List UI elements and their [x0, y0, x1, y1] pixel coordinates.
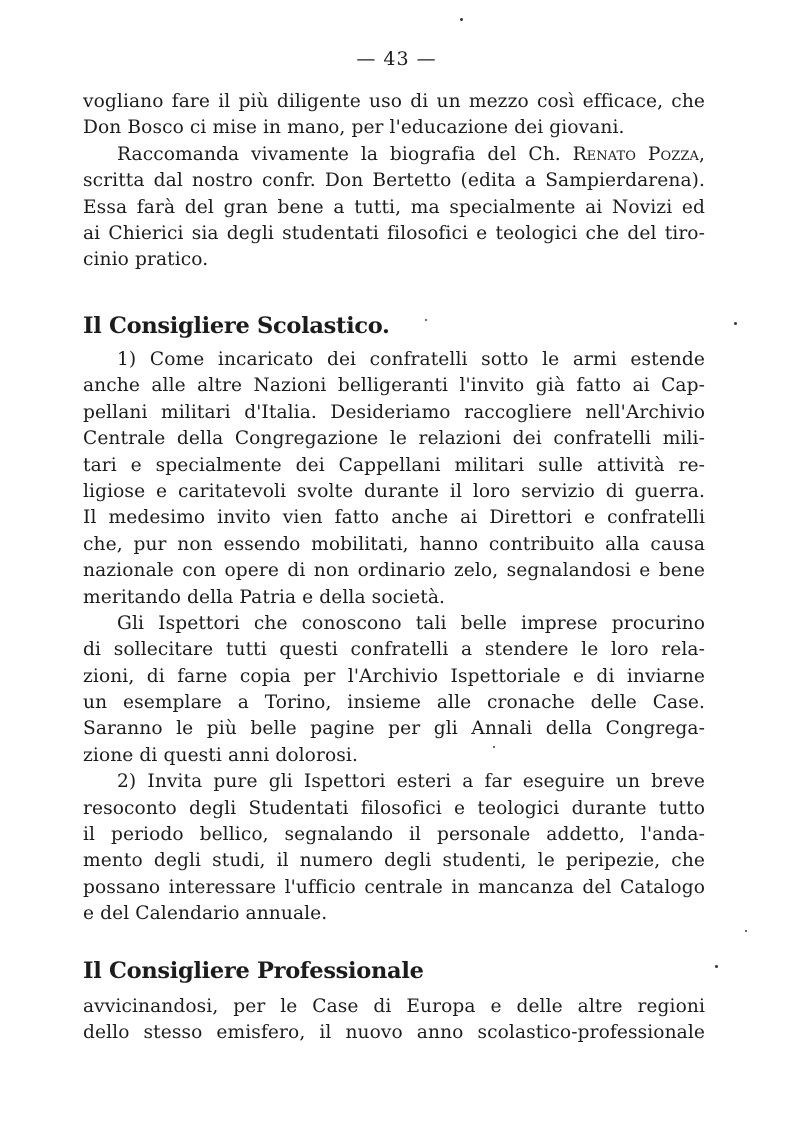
- text-line: Il medesimo invito vien fatto anche ai Direttori e confratelli: [83, 507, 705, 529]
- text-line: e del Calendario annuale.: [83, 903, 328, 925]
- text-line: Saranno le più belle pagine per gli Annali della Congrega-: [83, 718, 705, 740]
- print-speck: [425, 319, 427, 321]
- section2-text: [83, 994, 705, 1047]
- text-line: ligiose e caritatevoli svolte durante il loro servizio di guerra.: [83, 480, 705, 502]
- section-heading: Il Consigliere Scolastico.: [83, 313, 390, 339]
- person-name: Renato Pozza,: [572, 143, 705, 165]
- text-line: Don Bosco ci mise in mano, per l'educazione dei giovani.: [83, 117, 625, 139]
- section1-text: [83, 347, 705, 928]
- text-line: che, pur non essendo mobilitati, hanno contribuito alla causa: [83, 533, 705, 555]
- text-line: tari e specialmente dei Cappellani militari sulle attività re-: [83, 454, 705, 476]
- text-line: zioni, di farne copia per l'Archivio Ispettoriale e di inviarne: [83, 665, 705, 687]
- print-speck: [493, 746, 495, 748]
- text-line: vogliano fare il più diligente uso di un mezzo così efficace, che: [83, 91, 705, 112]
- text-line: meritando della Patria e della società.: [83, 586, 446, 608]
- print-speck: [734, 322, 737, 325]
- text-line: Gli Ispettori che conoscono tali belle imprese procurino: [117, 612, 705, 634]
- text-line: il periodo bellico, segnalando il personale addetto, l'anda-: [83, 824, 705, 846]
- text-line: avvicinandosi, per le Case di Europa e delle altre regioni: [83, 996, 705, 1017]
- text-line: un esemplare a Torino, insieme alle cronache delle Case.: [83, 692, 705, 714]
- text-line: zione di questi anni dolorosi.: [83, 744, 358, 766]
- text-line: scritta dal nostro confr. Don Bertetto (edita a Sampierdarena).: [83, 170, 705, 192]
- text-line: possano interessare l'ufficio centrale in mancanza del Catalogo: [83, 876, 705, 898]
- section-heading: Il Consigliere Professionale: [83, 958, 424, 984]
- text-line: nazionale con opere di non ordinario zelo, segnalandosi e bene: [83, 560, 705, 582]
- text-line: cinio pratico.: [83, 249, 209, 271]
- text-line: Essa farà del gran bene a tutti, ma specialmente ai Novizi ed: [83, 196, 705, 218]
- page-number: — 43 —: [356, 48, 437, 70]
- text-line: 2) Invita pure gli Ispettori esteri a far eseguire un breve: [117, 771, 705, 793]
- text-line: Centrale della Congregazione le relazioni dei confratelli mili-: [83, 428, 705, 450]
- print-speck: [745, 930, 747, 932]
- text-line: dello stesso emisfero, il nuovo anno scolastico-professionale: [83, 1022, 705, 1044]
- text-line: ai Chierici sia degli studentati filosofici e teologici che del tiro-: [83, 222, 705, 244]
- text-line: resoconto degli Studentati filosofici e teologici durante tutto: [83, 797, 705, 819]
- text-line: anche alle altre Nazioni belligeranti l'invito già fatto ai Cap-: [83, 375, 705, 397]
- text-fragment: Raccomanda vivamente la biografia del Ch.: [117, 143, 573, 165]
- text-line: [83, 142, 705, 168]
- text-line: di sollecitare tutti questi confratelli a stendere le loro rela-: [83, 639, 705, 661]
- text-line: mento degli studi, il numero degli studenti, le peripezie, che: [83, 850, 705, 872]
- intro-text: [83, 89, 705, 274]
- text-line: pellani militari d'Italia. Desideriamo raccogliere nell'Archivio: [83, 401, 705, 423]
- print-speck: [460, 18, 463, 21]
- text-line: 1) Come incaricato dei confratelli sotto le armi estende: [117, 349, 705, 370]
- print-speck: [715, 965, 718, 968]
